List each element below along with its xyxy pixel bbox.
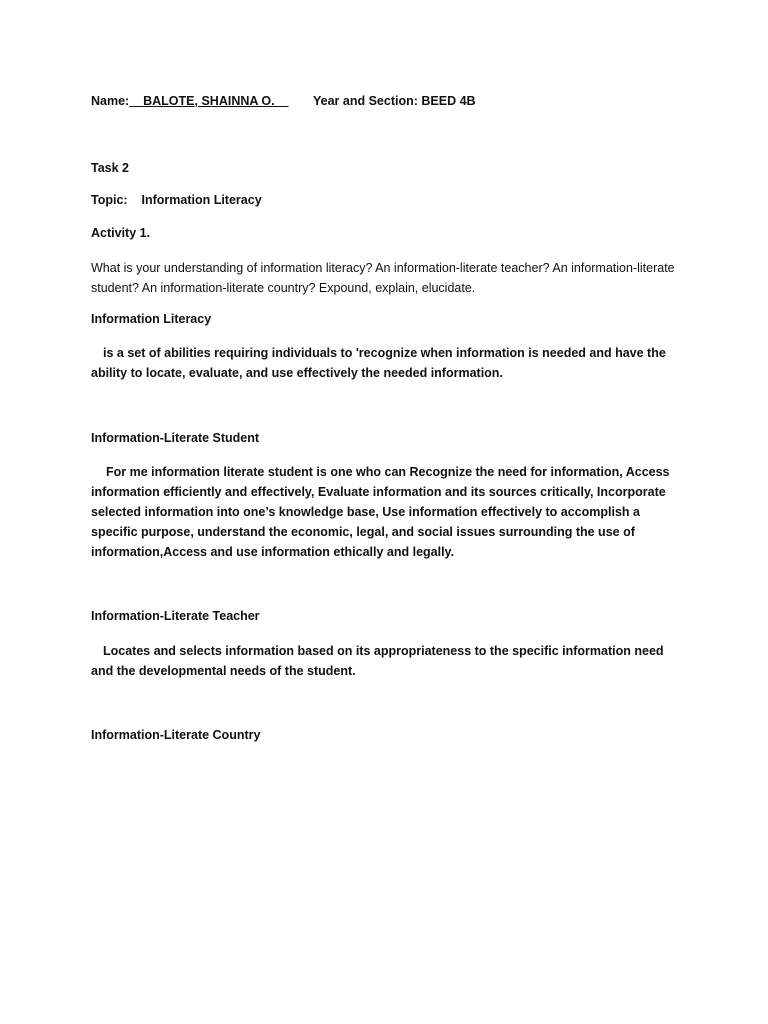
section-heading-information-literacy: Information Literacy xyxy=(91,312,212,326)
section-heading-literate-country: Information-Literate Country xyxy=(91,728,261,742)
section-heading-literate-teacher: Information-Literate Teacher xyxy=(91,609,260,623)
name-label: Name: xyxy=(91,94,130,108)
section-body-literate-teacher xyxy=(91,641,681,681)
question-text: What is your understanding of information literacy? An information-literate teacher? An information-literate student? An information-literate country? Expound, explain, elucidate. xyxy=(91,261,675,295)
section-heading-literate-student: Information-Literate Student xyxy=(91,431,260,445)
task-label: Task 2 xyxy=(91,161,129,175)
section-body-literate-student xyxy=(91,462,681,562)
topic-value: Information Literacy xyxy=(141,193,262,207)
year-section-label: Year and Section: xyxy=(313,94,418,108)
section-body-text: is a set of abilities requiring individuals to 'recognize when information is needed and have the ability to locate, evaluate, and use effectively the needed information. xyxy=(91,346,666,380)
year-section-line xyxy=(313,94,476,108)
topic-line xyxy=(91,193,262,207)
section-body-information-literacy xyxy=(91,343,681,383)
name-value: __BALOTE, SHAINNA O.__ xyxy=(129,94,289,108)
name-line xyxy=(91,94,289,108)
year-section-value: BEED 4B xyxy=(421,94,476,108)
activity-label: Activity 1. xyxy=(91,226,151,240)
topic-label: Topic: xyxy=(91,193,128,207)
section-body-text: Locates and selects information based on its appropriateness to the specific information need and the developmental needs of the student. xyxy=(91,644,664,678)
section-body-text: For me information literate student is one who can Recognize the need for information, Access information efficiently and effectively, Evaluate information and its sources critically, Incorporate selected information into one’s knowledge base, Use information effectively to accomplish a specific purpose, understand the economic, legal, and social issues surrounding the use of information,Access and use information ethically and legally. xyxy=(91,465,670,559)
